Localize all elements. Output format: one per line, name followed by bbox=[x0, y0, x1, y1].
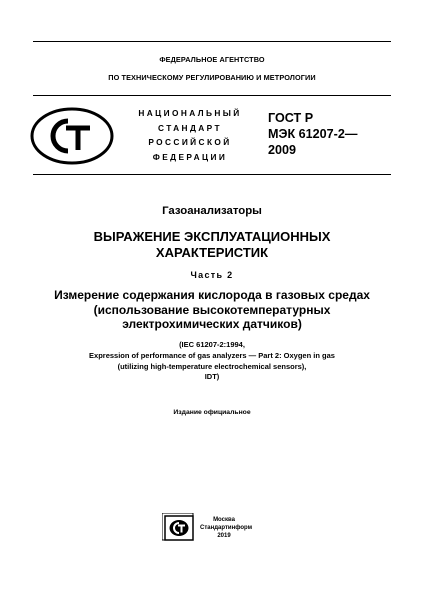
iec-line-3: (utilizing high-temperature electrochemical sensors), bbox=[117, 361, 307, 371]
publisher-name: Стандартинформ bbox=[200, 525, 253, 531]
standard-divider bbox=[33, 174, 391, 175]
top-rule bbox=[33, 41, 391, 42]
national-standard-label bbox=[124, 106, 256, 164]
iec-line-4: IDT) bbox=[204, 372, 220, 382]
natstd-line-3: РОССИЙСКОЙ bbox=[148, 137, 232, 147]
natstd-line-2: СТАНДАРТ bbox=[158, 122, 222, 133]
part-title-line-2: (использование высокотемпературных bbox=[93, 302, 331, 317]
document-subject: Газоанализаторы bbox=[162, 205, 262, 217]
part-title-line-3: электрохимических датчиков) bbox=[122, 317, 302, 331]
header-divider bbox=[33, 95, 391, 96]
agency-line-2: ПО ТЕХНИЧЕСКОМУ РЕГУЛИРОВАНИЮ И МЕТРОЛОГИИ bbox=[108, 73, 316, 82]
natstd-line-4: ФЕДЕРАЦИИ bbox=[152, 151, 228, 162]
publisher-city: Москва bbox=[213, 517, 235, 523]
designation-line-2: МЭК 61207-2— bbox=[268, 127, 358, 141]
gost-r-emblem-icon bbox=[30, 106, 114, 166]
iec-reference bbox=[0, 340, 424, 383]
main-title-line-1: ВЫРАЖЕНИЕ ЭКСПЛУАТАЦИОННЫХ bbox=[93, 229, 331, 244]
designation-line-1: ГОСТ Р bbox=[268, 111, 314, 125]
part-label: Часть 2 bbox=[190, 270, 234, 280]
publisher-info bbox=[200, 516, 253, 540]
edition-label: Издание официальное bbox=[173, 409, 251, 416]
designation-line-3: 2009 bbox=[268, 143, 297, 157]
standard-designation bbox=[268, 110, 357, 158]
iec-line-1: (IEC 61207-2:1994, bbox=[179, 340, 245, 349]
natstd-line-1: НАЦИОНАЛЬНЫЙ bbox=[138, 108, 242, 118]
main-title-line-2: ХАРАКТЕРИСТИК bbox=[155, 244, 269, 260]
document-main-title bbox=[0, 229, 424, 260]
publisher-year: 2019 bbox=[217, 533, 231, 539]
standartinform-logo-icon bbox=[162, 513, 196, 543]
agency-line-1: ФЕДЕРАЛЬНОЕ АГЕНТСТВО bbox=[159, 55, 265, 64]
part-title-line-1: Измерение содержания кислорода в газовых средах bbox=[54, 288, 370, 302]
part-title bbox=[0, 288, 424, 332]
iec-line-2: Expression of performance of gas analyzers — Part 2: Oxygen in gas bbox=[89, 350, 335, 360]
